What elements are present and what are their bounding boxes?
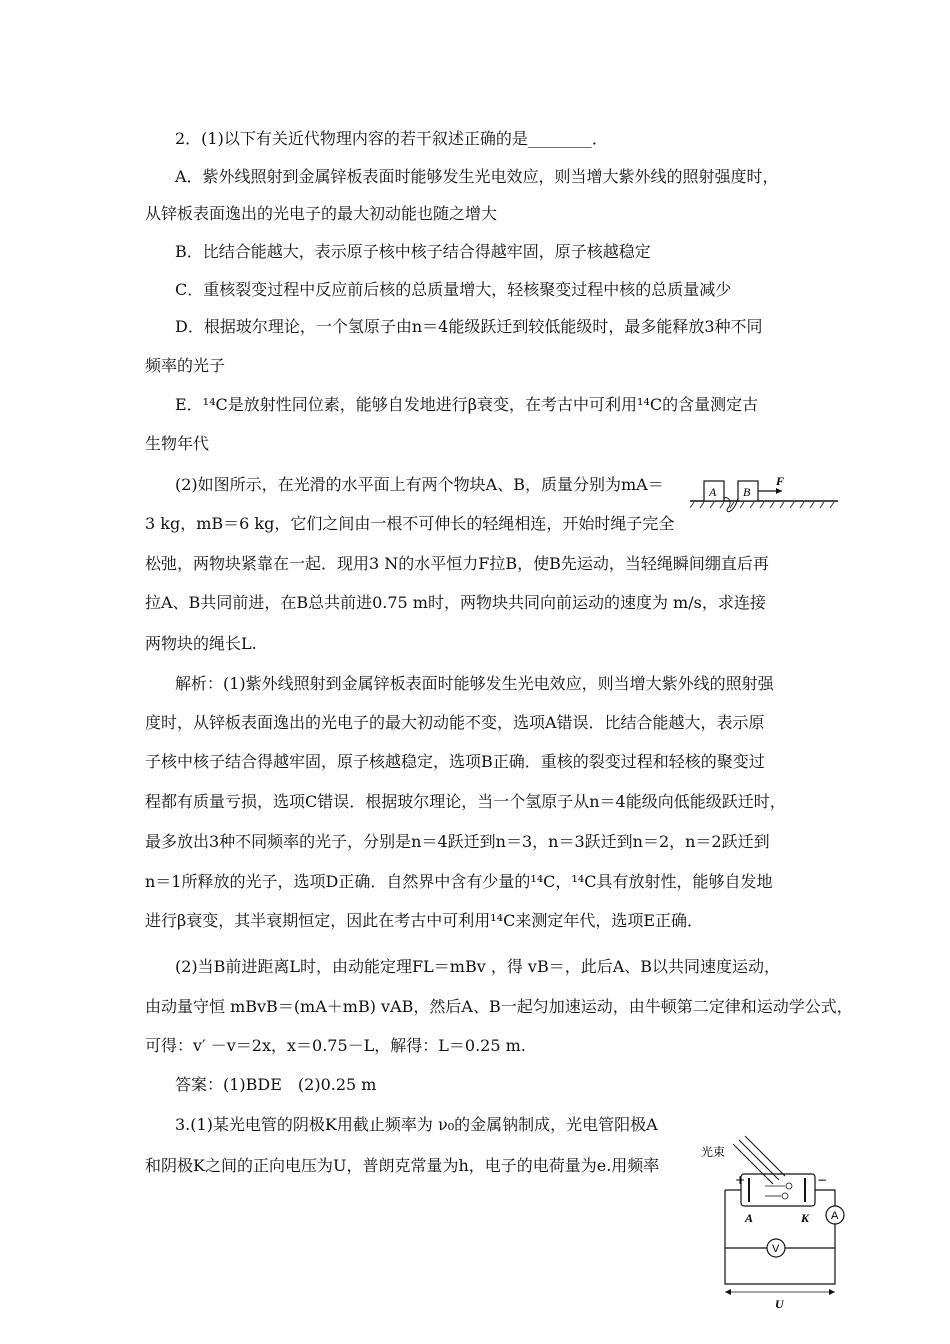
q2-option-e-line2: 生物年代 — [145, 434, 210, 453]
solution-line3: 子核中核子结合得越牢固，原子核越稳定，选项B正确．重核的裂变过程和轻核的聚变过 — [145, 752, 765, 771]
solution-line4: 程都有质量亏损，选项C错误．根据玻尔理论，当一个氢原子从n＝4能级向低能级跃迁时， — [145, 792, 786, 811]
q2-option-a-line1: A．紫外线照射到金属锌板表面时能够发生光电效应，则当增大紫外线的照射强度时， — [175, 167, 779, 186]
q2-option-d-line2: 频率的光子 — [145, 356, 226, 375]
q2-option-c: C．重核裂变过程中反应前后核的总质量增大，轻核聚变过程中核的总质量减少 — [175, 280, 732, 299]
q2-part2-line4: 拉A、B共同前进，在B总共前进0.75 m时，两物块共同向前运动的速度为 m/s，求连接 — [145, 593, 766, 612]
blocks-diagram — [690, 472, 840, 518]
plus-sign: + — [735, 1173, 746, 1187]
minus-sign: − — [817, 1173, 828, 1187]
cathode-label: K — [801, 1211, 810, 1225]
q2-part2-line1: (2)如图所示，在光滑的水平面上有两个物块A、B，质量分别为mA＝ — [175, 475, 664, 494]
answer-line: 答案：(1)BDE (2)0.25 m — [175, 1075, 377, 1094]
q2-option-a-line2: 从锌板表面逸出的光电子的最大初动能也随之增大 — [145, 204, 498, 223]
solution-line5: 最多放出3种不同频率的光子，分别是n＝4跃迁到n＝3，n＝3跃迁到n＝2，n＝2跃迁到 — [145, 832, 770, 851]
voltmeter-label: V — [772, 1243, 780, 1255]
solution-line2: 度时，从锌板表面逸出的光电子的最大初动能不变，选项A错误．比结合能越大，表示原 — [145, 713, 765, 732]
q2-option-d-line1: D．根据玻尔理论，一个氢原子由n＝4能级跃迁到较低能级时，最多能释放3种不同 — [175, 317, 763, 336]
q3-line1: 3.(1)某光电管的阴极K用截止频率为 ν₀的金属钠制成，光电管阳极A — [175, 1115, 658, 1134]
solution-line8: (2)当B前进距离L时，由动能定理FL＝mBv ，得 vB＝，此后A、B以共同速度运动， — [175, 957, 781, 976]
q2-part2-line3: 松弛，两物块紧靠在一起．现用3 N的水平恒力F拉B，使B先运动，当轻绳瞬间绷直后再 — [145, 554, 769, 573]
label-b: B — [743, 485, 751, 499]
solution-line7: 进行β衰变，其半衰期恒定，因此在考古中可利用¹⁴C来测定年代，选项E正确． — [145, 911, 704, 930]
q2-option-e-line1: E．¹⁴C是放射性同位素，能够自发地进行β衰变，在考古中可利用¹⁴C的含量测定古 — [175, 395, 759, 414]
label-a: A — [709, 485, 717, 499]
q2-part2-line2: 3 kg，mB＝6 kg，它们之间由一根不可伸长的轻绳相连，开始时绳子完全 — [145, 514, 675, 533]
ammeter-label: A — [831, 1210, 839, 1222]
q2-stem: 2．(1)以下有关近代物理内容的若干叙述正确的是________． — [175, 129, 608, 148]
label-f: F — [776, 474, 785, 488]
phototube-circuit-diagram — [695, 1132, 855, 1312]
anode-label: A — [745, 1211, 754, 1225]
light-beam-label: 光束 — [701, 1145, 726, 1159]
solution-line6: n＝1所释放的光子，选项D正确．自然界中含有少量的¹⁴C，¹⁴C具有放射性，能够自发地 — [145, 872, 773, 891]
rope — [724, 498, 738, 512]
voltage-label: U — [775, 1297, 784, 1311]
q3-line2: 和阴极K之间的正向电压为U，普朗克常量为h，电子的电荷量为e.用频率 — [145, 1156, 660, 1175]
solution-line9: 由动量守恒 mBvB＝(mA＋mB) vAB，然后A、B一起匀加速运动，由牛顿第二定律和运动学公式， — [145, 997, 853, 1016]
q2-option-b: B．比结合能越大，表示原子核中核子结合得越牢固，原子核越稳定 — [175, 242, 651, 261]
solution-line10: 可得：v′ －v＝2x，x＝0.75－L，解得：L＝0.25 m. — [145, 1036, 526, 1055]
q2-part2-line5: 两物块的绳长L. — [145, 634, 257, 653]
solution-line1: 解析：(1)紫外线照射到金属锌板表面时能够发生光电效应，则当增大紫外线的照射强 — [175, 674, 774, 693]
